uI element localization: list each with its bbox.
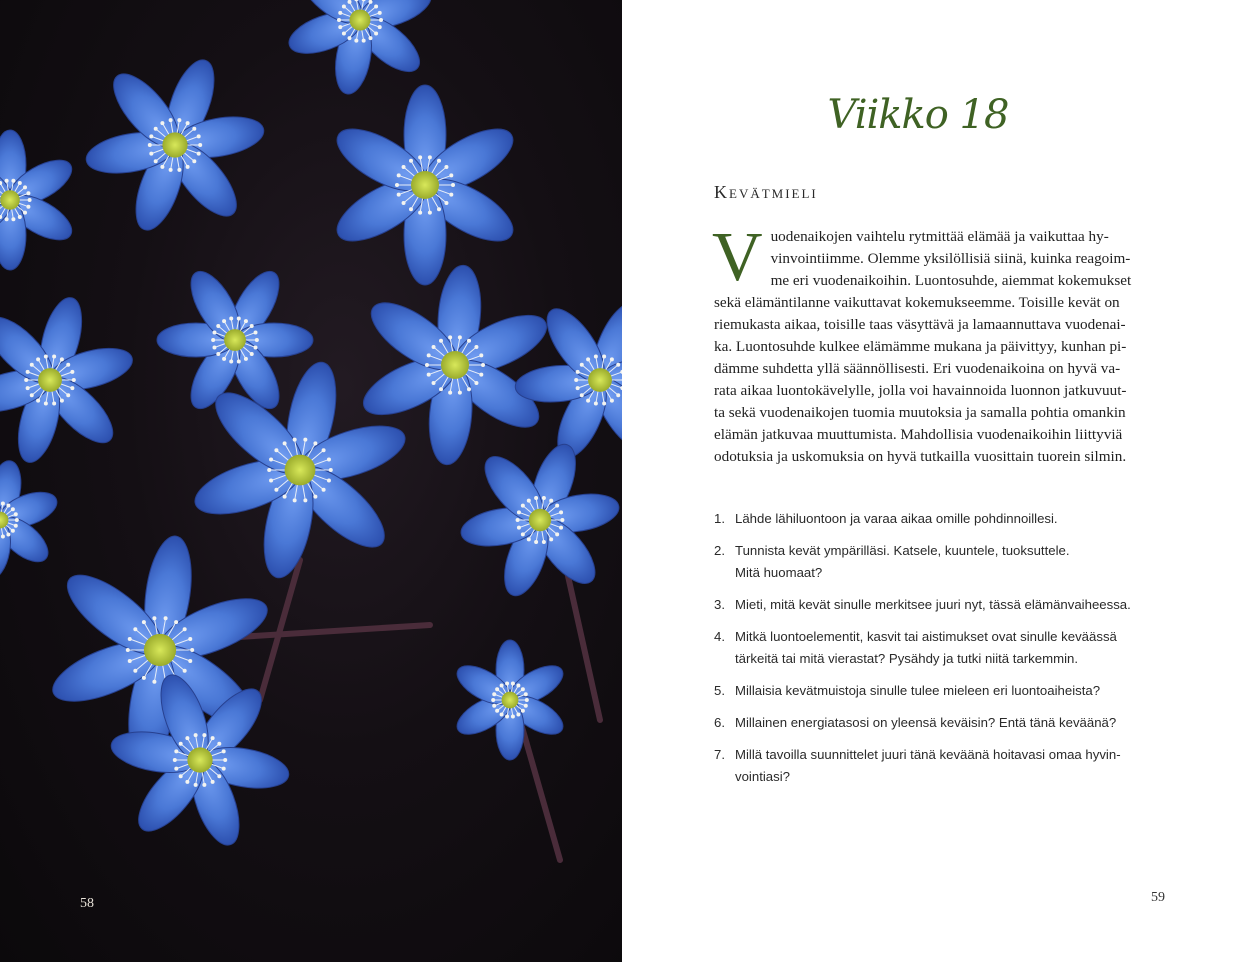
anther (322, 488, 326, 492)
question-text: Lähde lähiluontoon ja varaa aikaa omille pohdinnoillesi. (735, 511, 1058, 526)
anther (516, 713, 520, 717)
anther (439, 339, 443, 343)
anther (322, 448, 326, 452)
anther (269, 457, 273, 461)
question-text: Tunnista kevät ympärilläsi. Katsele, kuuntele, tuoksuttele. (735, 543, 1070, 558)
anther (133, 669, 137, 673)
anther (11, 179, 15, 183)
flower-center (162, 132, 187, 157)
anther (313, 495, 317, 499)
anther (1, 501, 5, 505)
anther (293, 438, 297, 442)
flower (0, 458, 62, 581)
intro-line: rata aikaa luontokävelylle, jolla voi havainnoida luonnon jatkuvuut- (714, 382, 1127, 399)
anther (313, 441, 317, 445)
question-text: tärkeitä tai mitä vierastat? Pysähdy ja tutki niitä tarkemmin. (735, 651, 1079, 666)
anther (177, 118, 181, 122)
anther (128, 637, 132, 641)
flower-center (441, 351, 469, 379)
anther (427, 353, 431, 357)
anther (293, 498, 297, 502)
question-number: 4. (714, 629, 725, 644)
anther (250, 352, 254, 356)
anther (194, 733, 198, 737)
intro-line: sekä elämäntilanne vaikuttavat kokemukseemme. Toisille kevät on (714, 294, 1120, 311)
anther (44, 355, 48, 359)
anther (574, 378, 578, 382)
anther (439, 387, 443, 391)
anther (26, 191, 30, 195)
anther (192, 127, 196, 131)
anther (327, 479, 331, 483)
flower (328, 85, 522, 285)
anther (602, 401, 606, 405)
anther (152, 680, 156, 684)
anther (448, 335, 452, 339)
anther (527, 537, 531, 541)
flower-center (502, 692, 519, 709)
anther (395, 183, 399, 187)
anther (517, 510, 521, 514)
anther (52, 401, 56, 405)
flower (0, 293, 137, 467)
flower-center (529, 509, 551, 531)
anther (524, 692, 528, 696)
anther (177, 168, 181, 172)
anther (24, 378, 28, 382)
anther (154, 159, 158, 163)
anther (188, 637, 192, 641)
anther (211, 338, 215, 342)
intro-line: odotuksia ja uskomuksia on hyvä tutkailla vuosittain tuorein silmin. (714, 448, 1127, 465)
anther (222, 319, 226, 323)
anther (28, 198, 32, 202)
anther (559, 510, 563, 514)
anther (425, 363, 429, 367)
anther (521, 709, 525, 713)
anther (432, 381, 436, 385)
section-heading: Kevätmieli (714, 182, 818, 202)
anther (327, 457, 331, 461)
anther (495, 709, 499, 713)
anther (223, 758, 227, 762)
flower-center (285, 455, 316, 486)
anther (274, 448, 278, 452)
anther (18, 215, 22, 219)
anther (217, 742, 221, 746)
anther (190, 648, 194, 652)
anther (549, 499, 553, 503)
anther (555, 504, 559, 508)
anther (451, 183, 455, 187)
anther (505, 681, 509, 685)
anther (183, 669, 187, 673)
anther (474, 381, 478, 385)
anther (549, 537, 553, 541)
anther (409, 159, 413, 163)
anther (337, 18, 341, 22)
anther (237, 360, 241, 364)
question-list (714, 508, 1174, 798)
intro-line: ta sekä vuodenaikojen tuomia muutoksia ja samalla pohtia omankin (714, 404, 1126, 421)
anther (524, 704, 528, 708)
flower (0, 130, 79, 270)
anther (610, 357, 614, 361)
anther (458, 391, 462, 395)
anther (244, 319, 248, 323)
anther (491, 698, 495, 702)
flower (451, 640, 569, 760)
anther (1, 535, 5, 539)
anther (52, 355, 56, 359)
anther (500, 683, 504, 687)
anther (237, 316, 241, 320)
anther (516, 518, 520, 522)
flower-center (350, 10, 371, 31)
anther (36, 399, 40, 403)
anther (11, 529, 15, 533)
anther (30, 393, 34, 397)
anther (202, 783, 206, 787)
flower-stem (260, 560, 300, 700)
anther (378, 25, 382, 29)
anther (449, 173, 453, 177)
anther (229, 316, 233, 320)
question-text: Mitkä luontoelementit, kasvit tai aistimukset ovat sinulle keväässä (735, 629, 1117, 644)
anther (492, 704, 496, 708)
anther (428, 155, 432, 159)
anther (521, 504, 525, 508)
anther (467, 339, 471, 343)
anther (126, 648, 130, 652)
intro-line: me eri vuodenaikoihin. Luontosuhde, aiemmat kokemukset (770, 272, 1132, 289)
anther (174, 767, 178, 771)
anther (560, 518, 564, 522)
anther (362, 39, 366, 43)
anther (188, 659, 192, 663)
anther (222, 767, 226, 771)
anther (274, 488, 278, 492)
anther (229, 360, 233, 364)
anther (212, 331, 216, 335)
anther (616, 393, 620, 397)
anther (198, 143, 202, 147)
anther (511, 715, 515, 719)
anther (379, 18, 383, 22)
anther (402, 165, 406, 169)
anther (250, 324, 254, 328)
anther (378, 11, 382, 15)
intro-paragraph (712, 219, 1166, 468)
anther (211, 736, 215, 740)
question-item (714, 626, 1174, 670)
anther (149, 152, 153, 156)
flower-center (38, 368, 62, 392)
flower (157, 264, 313, 416)
intro-line: uodenaikojen vaihtelu rytmittää elämää ja vaikuttaa hy- (770, 228, 1109, 245)
anther (511, 681, 515, 685)
anther (169, 118, 173, 122)
anther (448, 391, 452, 395)
anther (197, 152, 201, 156)
anther (576, 386, 580, 390)
intro-line: vinvointiimme. Olemme yksilöllisiä siinä, kuinka reagoim- (770, 250, 1131, 267)
anther (169, 168, 173, 172)
anther (437, 159, 441, 163)
anther (192, 159, 196, 163)
question-item (714, 594, 1174, 616)
anther (14, 512, 18, 516)
anther (152, 616, 156, 620)
anther (173, 758, 177, 762)
anther (542, 496, 546, 500)
intro-line: ka. Luontosuhde kulkee elämämme mukana ja päivittyy, kunhan pi- (714, 338, 1127, 355)
anther (70, 370, 74, 374)
flower-center (224, 329, 246, 351)
anther (18, 181, 22, 185)
anther (267, 468, 271, 472)
anther (495, 687, 499, 691)
intro-line: dämme suhdetta yllä säännöllisesti. Eri vuodenaikoina on hyvä va- (714, 360, 1121, 377)
anther (11, 217, 15, 221)
anther (594, 401, 598, 405)
anther (555, 532, 559, 536)
anther (437, 207, 441, 211)
anther (338, 11, 342, 15)
anther (60, 357, 64, 361)
anther (212, 345, 216, 349)
anther (369, 0, 373, 4)
anther (255, 338, 259, 342)
anther (254, 345, 258, 349)
anther (397, 193, 401, 197)
anther (254, 331, 258, 335)
flower (284, 0, 437, 97)
anther (354, 39, 358, 43)
question-number: 3. (714, 597, 725, 612)
anther (467, 387, 471, 391)
anther (26, 205, 30, 209)
anther (128, 659, 132, 663)
anther (5, 179, 9, 183)
anther (6, 533, 10, 537)
flower-center (0, 190, 20, 210)
flower-center (588, 368, 612, 392)
page-number-left: 58 (80, 896, 94, 911)
anther (342, 5, 346, 9)
anther (444, 201, 448, 205)
anther (516, 683, 520, 687)
anther (418, 155, 422, 159)
page-number-right: 59 (1151, 890, 1165, 905)
anther (492, 692, 496, 696)
anther (148, 143, 152, 147)
anther (66, 363, 70, 367)
anther (594, 355, 598, 359)
anther (283, 441, 287, 445)
anther (26, 386, 30, 390)
anther (329, 468, 333, 472)
anther (348, 0, 352, 4)
anther (534, 540, 538, 544)
anther (160, 121, 164, 125)
anther (72, 378, 76, 382)
anther (211, 780, 215, 784)
anther (164, 616, 168, 620)
anther (374, 31, 378, 35)
anther (521, 687, 525, 691)
intro-line: elämän jatkuvaa muuttumista. Mahdollisia vuodenaikoihin liittyviä (714, 426, 1123, 443)
anther (374, 5, 378, 9)
anther (418, 211, 422, 215)
flower-stem (520, 720, 560, 860)
anther (479, 353, 483, 357)
question-item (714, 508, 1174, 530)
anther (559, 526, 563, 530)
anther (174, 749, 178, 753)
anther (216, 352, 220, 356)
anther (542, 540, 546, 544)
anther (44, 401, 48, 405)
anther (149, 134, 153, 138)
anther (70, 386, 74, 390)
anther (580, 393, 584, 397)
anther (179, 742, 183, 746)
anther (505, 715, 509, 719)
anther (244, 357, 248, 361)
text-page (622, 0, 1244, 962)
anther (15, 518, 19, 522)
question-text: vointiasi? (735, 769, 790, 784)
anther (154, 127, 158, 131)
anther (479, 373, 483, 377)
anther (142, 620, 146, 624)
intro-line: riemukasta aikaa, toisille taas väsyttävä ja lamaannuttava vuodenai- (714, 316, 1126, 333)
anther (216, 324, 220, 328)
flower-center (411, 171, 439, 199)
anther (194, 783, 198, 787)
anther (616, 363, 620, 367)
anther (525, 698, 529, 702)
anther (534, 496, 538, 500)
question-item (714, 540, 1174, 584)
anther (527, 499, 531, 503)
anther (217, 774, 221, 778)
anther (500, 713, 504, 717)
flower-center (144, 634, 176, 666)
week-title: Viikko 18 (827, 92, 1009, 138)
question-item (714, 744, 1174, 788)
anther (348, 36, 352, 40)
question-text: Mitä huomaat? (735, 565, 823, 580)
anther (602, 355, 606, 359)
anther (222, 749, 226, 753)
anther (60, 399, 64, 403)
anther (185, 736, 189, 740)
anther (586, 399, 590, 403)
question-number: 1. (714, 511, 725, 526)
question-text: Mieti, mitä kevät sinulle merkitsee juuri nyt, tässä elämänvaiheessa. (735, 597, 1131, 612)
anther (481, 363, 485, 367)
anther (427, 373, 431, 377)
question-number: 6. (714, 715, 725, 730)
flower (458, 439, 622, 602)
anther (369, 36, 373, 40)
anther (174, 620, 178, 624)
question-number: 5. (714, 683, 725, 698)
question-number: 7. (714, 747, 725, 762)
anther (23, 211, 27, 215)
flower-center (187, 747, 212, 772)
anther (342, 31, 346, 35)
anther (11, 507, 15, 511)
anther (202, 733, 206, 737)
anther (179, 774, 183, 778)
anther (30, 363, 34, 367)
question-text: Millä tavoilla suunnittelet juuri tänä keväänä hoitavasi omaa hyvin- (735, 747, 1121, 762)
anther (133, 627, 137, 631)
anther (444, 165, 448, 169)
anther (185, 780, 189, 784)
anther (576, 370, 580, 374)
anther (269, 479, 273, 483)
anther (66, 393, 70, 397)
anther (23, 185, 27, 189)
anther (397, 173, 401, 177)
anther (402, 201, 406, 205)
anther (303, 498, 307, 502)
question-number: 2. (714, 543, 725, 558)
anther (186, 121, 190, 125)
anther (26, 370, 30, 374)
anther (432, 345, 436, 349)
anther (409, 207, 413, 211)
anther (610, 399, 614, 403)
question-item (714, 680, 1174, 702)
anther (428, 211, 432, 215)
anther (186, 165, 190, 169)
anther (521, 532, 525, 536)
anther (580, 363, 584, 367)
anther (160, 165, 164, 169)
anther (338, 25, 342, 29)
anther (586, 357, 590, 361)
drop-cap: V (712, 219, 763, 296)
question-text: Millaisia kevätmuistoja sinulle tulee mieleen eri luontoaiheista? (735, 683, 1101, 698)
anther (283, 495, 287, 499)
anther (303, 438, 307, 442)
anther (183, 627, 187, 631)
anther (449, 193, 453, 197)
anther (222, 357, 226, 361)
anther (197, 134, 201, 138)
flower (83, 54, 267, 236)
anther (474, 345, 478, 349)
anther (14, 524, 18, 528)
anther (36, 357, 40, 361)
anther (6, 503, 10, 507)
question-text: Millainen energiatasosi on yleensä keväisin? Entä tänä keväänä? (735, 715, 1117, 730)
anther (458, 335, 462, 339)
anther (5, 217, 9, 221)
anther (142, 676, 146, 680)
anther (517, 526, 521, 530)
question-item (714, 712, 1174, 734)
